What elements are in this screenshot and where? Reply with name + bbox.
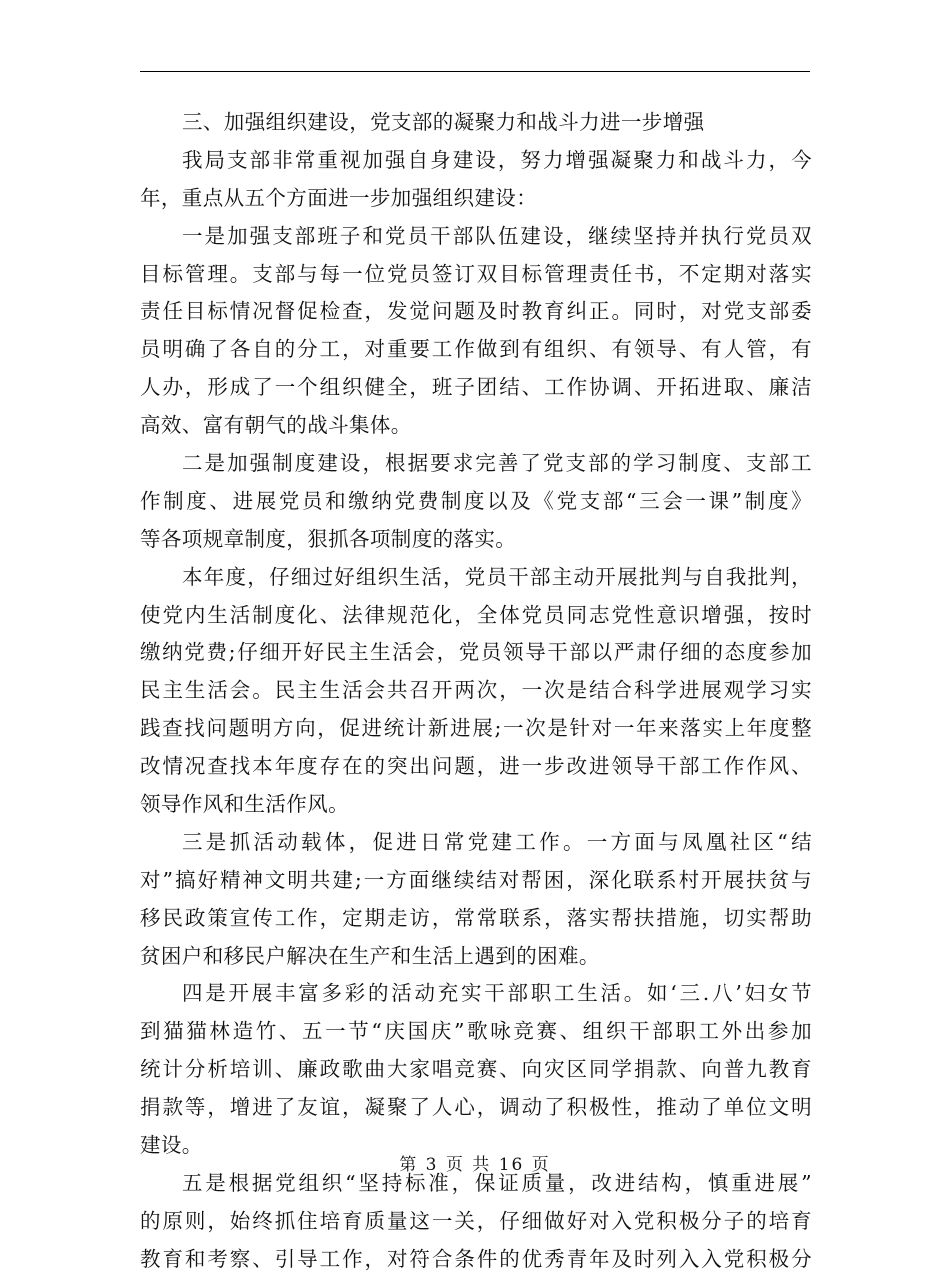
text-line: 高效、富有朝气的战斗集体。 — [140, 413, 412, 438]
text-line: 二是加强制度建设，根据要求完善了党支部的学习制度、支部工 — [182, 451, 812, 476]
text-line: 三是抓活动载体，促进日常党建工作。一方面与凤凰社区“结 — [182, 829, 812, 854]
text-line: 责任目标情况督促检查，发觉问题及时教育纠正。同时，对党支部委 — [140, 299, 812, 324]
text-line: 到猫猫林造竹、五一节“庆国庆”歌咏竞赛、组织干部职工外出参加 — [140, 1019, 812, 1044]
text-line: 人办，形成了一个组织健全，班子团结、工作协调、开拓进取、廉洁 — [140, 375, 812, 400]
text-line: 本年度，仔细过好组织生活，党员干部主动开展批判与自我批判， — [182, 564, 812, 589]
document-body — [140, 104, 812, 1279]
text-line: 四是开展丰富多彩的活动充实干部职工生活。如‘三.八’妇女节 — [182, 981, 812, 1006]
text-line: 对”搞好精神文明共建;一方面继续结对帮困，深化联系村开展扶贫与 — [140, 867, 812, 892]
text-line: 改情况查找本年度存在的突出问题，进一步改进领导干部工作作风、 — [140, 754, 812, 779]
text-line: 目标管理。支部与每一位党员签订双目标管理责任书，不定期对落实 — [140, 261, 812, 286]
text-line: 三、加强组织建设，党支部的凝聚力和战斗力进一步增强 — [182, 110, 705, 134]
text-line: 移民政策宣传工作，定期走访，常常联系，落实帮扶措施，切实帮助 — [140, 905, 812, 930]
text-line: 统计分析培训、廉政歌曲大家唱竞赛、向灾区同学捐款、向普九教育 — [140, 1057, 812, 1082]
text-line: 民主生活会。民主生活会共召开两次，一次是结合科学进展观学习实 — [140, 678, 812, 703]
text-line: 贫困户和移民户解决在生产和生活上遇到的困难。 — [140, 943, 600, 968]
text-line: 使党内生活制度化、法律规范化，全体党员同志党性意识增强，按时 — [140, 602, 812, 627]
text-line: 的原则，始终抓住培育质量这一关，仔细做好对入党积极分子的培育 — [140, 1208, 812, 1233]
text-line: 建设。 — [140, 1133, 203, 1158]
text-line: 作制度、进展党员和缴纳党费制度以及《党支部“三会一课”制度》 — [140, 488, 812, 513]
page-footer: 第 3 页 共 16 页 — [399, 1155, 551, 1175]
text-line: 五是根据党组织“坚持标准，保证质量，改进结构，慎重进展” — [182, 1170, 812, 1195]
text-line: 等各项规章制度，狠抓各项制度的落实。 — [140, 526, 517, 551]
text-line: 教育和考察、引导工作，对符合条件的优秀青年及时列入入党积极分 — [140, 1246, 812, 1271]
text-line: 一是加强支部班子和党员干部队伍建设，继续坚持并执行党员双 — [182, 223, 812, 248]
text-line: 员明确了各自的分工，对重要工作做到有组织、有领导、有人管，有 — [140, 337, 812, 362]
text-line: 领导作风和生活作风。 — [140, 792, 349, 817]
text-line: 捐款等，增进了友谊，凝聚了人心，调动了积极性，推动了单位文明 — [140, 1095, 812, 1120]
text-line: 年，重点从五个方面进一步加强组织建设： — [140, 185, 538, 210]
text-line: 践查找问题明方向，促进统计新进展;一次是针对一年来落实上年度整 — [140, 716, 812, 741]
text-line: 我局支部非常重视加强自身建设，努力增强凝聚力和战斗力，今 — [182, 147, 812, 172]
text-line: 缴纳党费;仔细开好民主生活会，党员领导干部以严肃仔细的态度参加 — [140, 640, 812, 665]
header-rule — [140, 71, 810, 72]
